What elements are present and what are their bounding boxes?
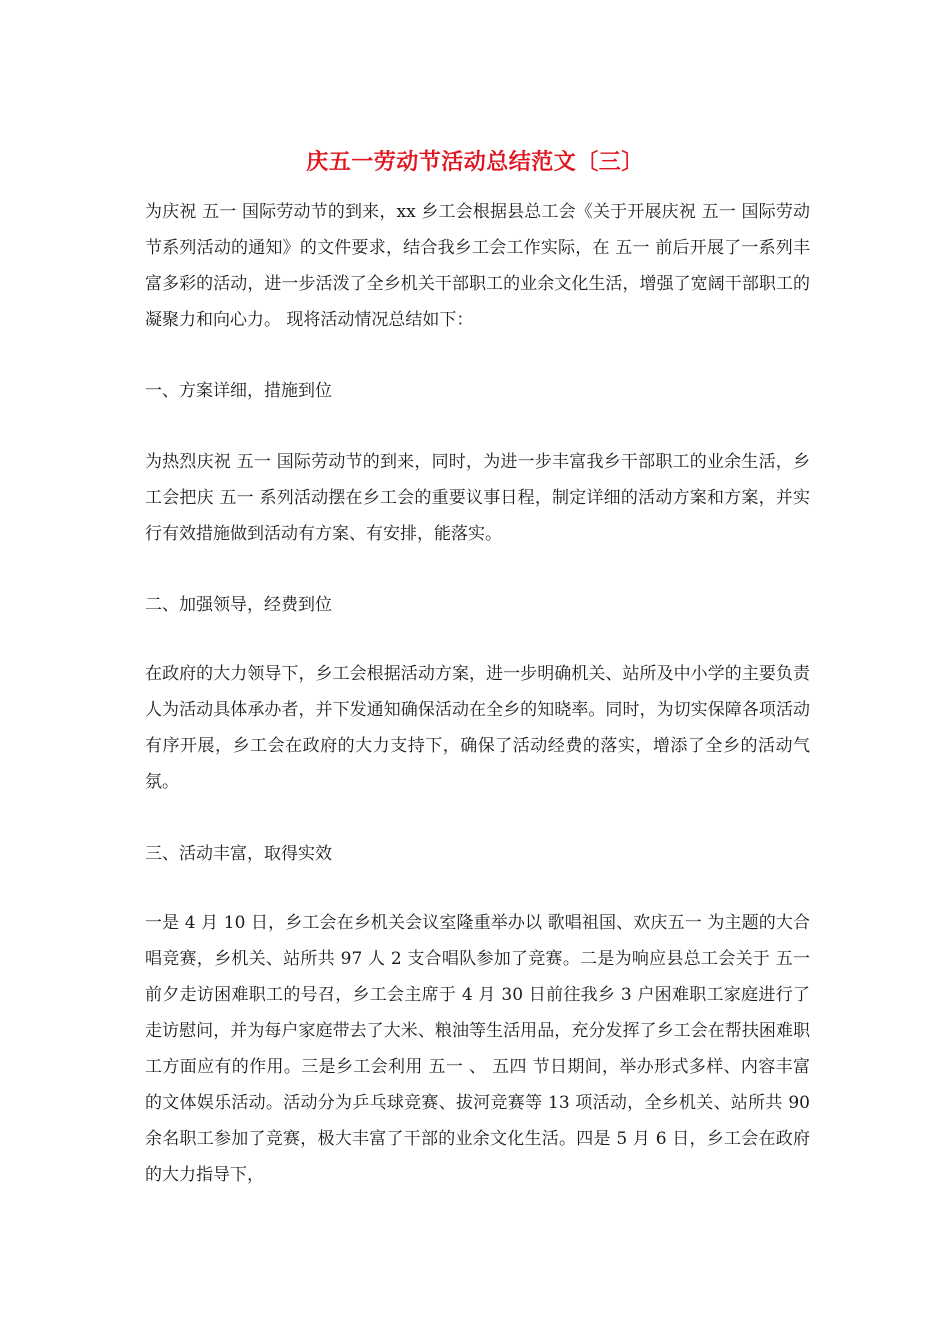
section-heading-1: 一、方案详细，措施到位 xyxy=(145,381,332,401)
section-heading-2: 二、加强领导，经费到位 xyxy=(145,595,332,615)
section-heading-3: 三、活动丰富，取得实效 xyxy=(145,844,332,864)
section-body-3: 一是 4 月 10 日，乡工会在乡机关会议室隆重举办以 歌唱祖国、欢庆五一 为主题的大合唱竞赛，乡机关、站所共 97 人 2 支合唱队参加了竞赛。二是为响应县总工会关于 五一 前夕走访困难职工的号召，乡工会主席于 4 月 30 日前往我乡 3 户困难职工家庭进行了走访慰问，并为每户家庭带去了大米、粮油等生活用品，充分发挥了乡工会在帮扶困难职工方面应有的作用。三是乡工会利用 五一 、 五四 节日期间，举办形式多样、内容丰富的文体娱乐活动。活动分为乒乓球竞赛、拔河竞赛等 13 项活动，全乡机关、站所共 90 余名职工参加了竞赛，极大丰富了干部的业余文化生活。四是 5 月 6 日，乡工会在政府的大力指导下， xyxy=(145,913,810,1185)
section-body-2: 在政府的大力领导下，乡工会根据活动方案，进一步明确机关、站所及中小学的主要负责人为活动具体承办者，并下发通知确保活动在全乡的知晓率。同时，为切实保障各项活动有序开展，乡工会在政府的大力支持下，确保了活动经费的落实，增添了全乡的活动气氛。 xyxy=(145,664,810,792)
document-title: 庆五一劳动节活动总结范文〔三〕 xyxy=(306,149,644,175)
section-body-1: 为热烈庆祝 五一 国际劳动节的到来，同时，为进一步丰富我乡干部职工的业余生活，乡工会把庆 五一 系列活动摆在乡工会的重要议事日程，制定详细的活动方案和方案，并实行有效措施做到活动有方案、有安排，能落实。 xyxy=(145,452,810,544)
intro-paragraph: 为庆祝 五一 国际劳动节的到来，xx 乡工会根据县总工会《关于开展庆祝 五一 国际劳动节系列活动的通知》的文件要求，结合我乡工会工作实际，在 五一 前后开展了一系列丰富多彩的活动，进一步活泼了全乡机关干部职工的业余文化生活，增强了宽阔干部职工的凝聚力和向心力。 现将活动情况总结如下： xyxy=(145,202,810,330)
